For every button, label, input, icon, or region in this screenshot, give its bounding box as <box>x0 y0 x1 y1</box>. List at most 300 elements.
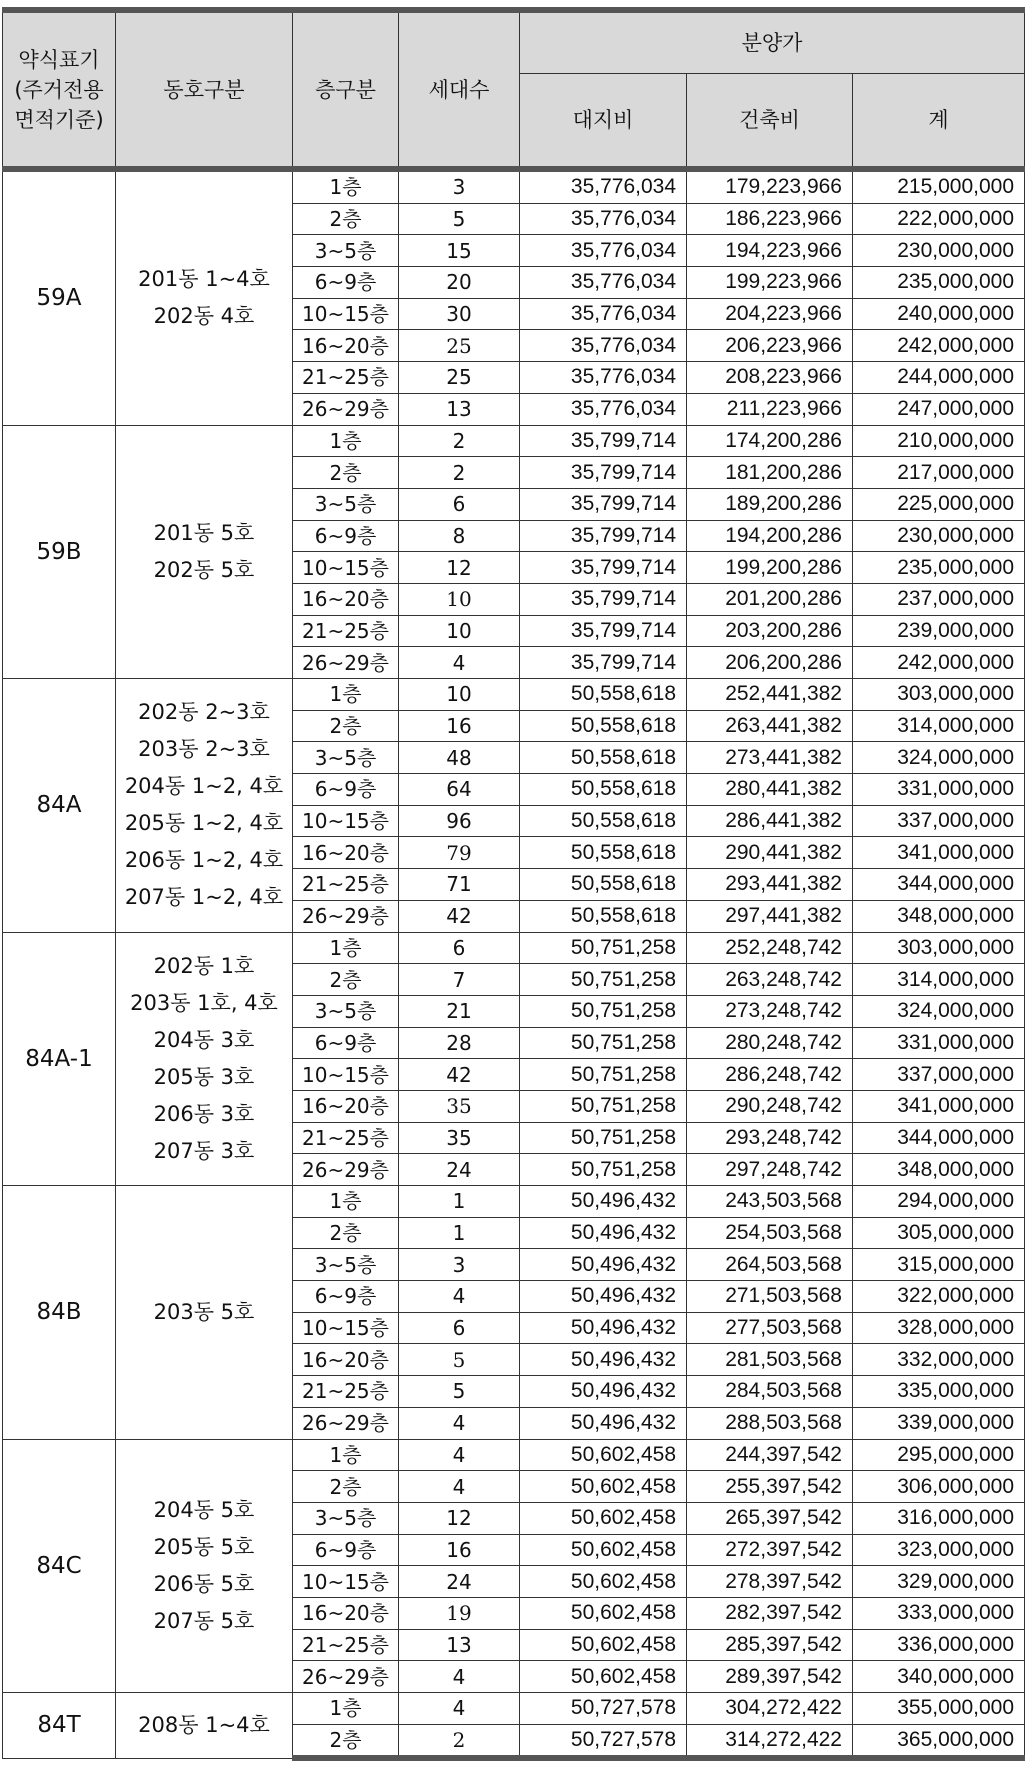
floor-cell: 16~20층 <box>293 583 399 615</box>
units-cell: 16 <box>399 710 520 742</box>
floor-cell: 26~29층 <box>293 1154 399 1186</box>
units-cell: 3 <box>399 169 520 203</box>
dong-line: 205동 3호 <box>153 1064 255 1089</box>
land-price-cell: 35,799,714 <box>520 425 687 457</box>
total-price-cell: 331,000,000 <box>853 1027 1025 1059</box>
land-price-cell: 35,799,714 <box>520 583 687 615</box>
dong-line: 207동 1~2, 4호 <box>124 885 284 910</box>
table-row <box>3 932 1025 964</box>
dong-line: 201동 5호 <box>153 520 255 545</box>
land-price-cell: 50,558,618 <box>520 742 687 774</box>
type-cell: 84A-1 <box>3 932 116 1186</box>
total-price-cell: 324,000,000 <box>853 995 1025 1027</box>
building-price-cell: 289,397,542 <box>687 1661 853 1693</box>
floor-cell: 3~5층 <box>293 1502 399 1534</box>
units-cell: 48 <box>399 742 520 774</box>
units-cell: 7 <box>399 964 520 996</box>
total-price-cell: 336,000,000 <box>853 1629 1025 1661</box>
land-price-cell: 35,799,714 <box>520 520 687 552</box>
land-header: 대지비 <box>520 74 687 170</box>
dong-cell <box>116 679 293 933</box>
units-cell: 2 <box>399 457 520 489</box>
building-price-cell: 282,397,542 <box>687 1597 853 1629</box>
building-price-cell: 304,272,422 <box>687 1693 853 1725</box>
floor-cell: 3~5층 <box>293 742 399 774</box>
units-cell: 2 <box>399 1724 520 1758</box>
total-price-cell: 315,000,000 <box>853 1249 1025 1281</box>
dong-cell <box>116 1693 293 1759</box>
building-price-cell: 194,223,966 <box>687 235 853 267</box>
total-price-cell: 322,000,000 <box>853 1281 1025 1313</box>
type-header-line3: 면적기준) <box>14 107 104 132</box>
type-cell: 84B <box>3 1186 116 1440</box>
floor-cell: 6~9층 <box>293 267 399 299</box>
land-price-cell: 35,776,034 <box>520 203 687 235</box>
units-cell: 20 <box>399 267 520 299</box>
land-price-cell: 50,496,432 <box>520 1407 687 1439</box>
units-cell: 4 <box>399 1407 520 1439</box>
floor-cell: 21~25층 <box>293 615 399 647</box>
units-cell: 12 <box>399 1502 520 1534</box>
dong-line: 203동 2~3호 <box>138 737 270 762</box>
building-price-cell: 297,248,742 <box>687 1154 853 1186</box>
table-row <box>3 1693 1025 1725</box>
total-price-cell: 332,000,000 <box>853 1344 1025 1376</box>
land-price-cell: 50,602,458 <box>520 1471 687 1503</box>
dong-header: 동호구분 <box>116 10 293 169</box>
units-cell: 35 <box>399 1122 520 1154</box>
units-cell: 42 <box>399 900 520 932</box>
total-price-cell: 294,000,000 <box>853 1186 1025 1218</box>
total-price-cell: 341,000,000 <box>853 1090 1025 1122</box>
floor-cell: 16~20층 <box>293 1597 399 1629</box>
building-price-cell: 199,223,966 <box>687 267 853 299</box>
units-cell: 3 <box>399 1249 520 1281</box>
units-cell: 2 <box>399 425 520 457</box>
land-price-cell: 50,602,458 <box>520 1566 687 1598</box>
floor-cell: 3~5층 <box>293 995 399 1027</box>
land-price-cell: 35,776,034 <box>520 330 687 362</box>
units-cell: 5 <box>399 1376 520 1408</box>
building-price-cell: 189,200,286 <box>687 488 853 520</box>
total-price-cell: 329,000,000 <box>853 1566 1025 1598</box>
total-price-cell: 242,000,000 <box>853 647 1025 679</box>
units-cell: 16 <box>399 1534 520 1566</box>
land-price-cell: 50,558,618 <box>520 837 687 869</box>
units-cell: 42 <box>399 1059 520 1091</box>
table-body <box>3 169 1025 1758</box>
building-price-cell: 263,441,382 <box>687 710 853 742</box>
land-price-cell: 35,799,714 <box>520 615 687 647</box>
building-price-cell: 297,441,382 <box>687 900 853 932</box>
floor-cell: 26~29층 <box>293 1407 399 1439</box>
building-price-cell: 288,503,568 <box>687 1407 853 1439</box>
total-price-cell: 235,000,000 <box>853 267 1025 299</box>
dong-line: 201동 1~4호 <box>138 267 270 292</box>
units-cell: 1 <box>399 1217 520 1249</box>
dong-cell <box>116 932 293 1186</box>
floor-cell: 10~15층 <box>293 552 399 584</box>
land-price-cell: 50,751,258 <box>520 1027 687 1059</box>
total-price-cell: 365,000,000 <box>853 1724 1025 1758</box>
land-price-cell: 50,496,432 <box>520 1344 687 1376</box>
total-price-cell: 339,000,000 <box>853 1407 1025 1439</box>
total-price-cell: 337,000,000 <box>853 1059 1025 1091</box>
units-cell: 25 <box>399 362 520 394</box>
units-cell: 13 <box>399 393 520 425</box>
land-price-cell: 50,602,458 <box>520 1439 687 1471</box>
building-price-cell: 273,248,742 <box>687 995 853 1027</box>
total-price-cell: 355,000,000 <box>853 1693 1025 1725</box>
units-cell: 10 <box>399 583 520 615</box>
total-price-cell: 306,000,000 <box>853 1471 1025 1503</box>
floor-cell: 6~9층 <box>293 520 399 552</box>
floor-cell: 2층 <box>293 1471 399 1503</box>
dong-cell <box>116 1439 293 1693</box>
land-price-cell: 50,496,432 <box>520 1281 687 1313</box>
building-price-cell: 206,223,966 <box>687 330 853 362</box>
land-price-cell: 50,496,432 <box>520 1217 687 1249</box>
land-price-cell: 35,776,034 <box>520 393 687 425</box>
units-cell: 35 <box>399 1090 520 1122</box>
building-price-cell: 201,200,286 <box>687 583 853 615</box>
dong-line: 203동 1호, 4호 <box>130 990 278 1015</box>
units-cell: 71 <box>399 869 520 901</box>
building-price-cell: 204,223,966 <box>687 298 853 330</box>
land-price-cell: 35,799,714 <box>520 457 687 489</box>
building-price-cell: 290,248,742 <box>687 1090 853 1122</box>
table-row <box>3 425 1025 457</box>
total-price-cell: 303,000,000 <box>853 932 1025 964</box>
floor-cell: 6~9층 <box>293 1281 399 1313</box>
land-price-cell: 50,727,578 <box>520 1693 687 1725</box>
building-price-cell: 285,397,542 <box>687 1629 853 1661</box>
dong-cell <box>116 425 293 679</box>
floor-cell: 16~20층 <box>293 1090 399 1122</box>
type-header-line2: (주거전용 <box>14 77 104 102</box>
type-cell: 84A <box>3 679 116 933</box>
floor-cell: 26~29층 <box>293 900 399 932</box>
land-price-cell: 35,776,034 <box>520 267 687 299</box>
total-price-cell: 230,000,000 <box>853 235 1025 267</box>
total-price-cell: 240,000,000 <box>853 298 1025 330</box>
price-table <box>2 7 1025 1761</box>
type-cell: 84T <box>3 1693 116 1759</box>
units-cell: 4 <box>399 1281 520 1313</box>
land-price-cell: 50,496,432 <box>520 1376 687 1408</box>
units-cell: 5 <box>399 1344 520 1376</box>
total-price-cell: 335,000,000 <box>853 1376 1025 1408</box>
building-price-cell: 293,441,382 <box>687 869 853 901</box>
land-price-cell: 50,602,458 <box>520 1502 687 1534</box>
building-price-cell: 186,223,966 <box>687 203 853 235</box>
floor-cell: 10~15층 <box>293 1566 399 1598</box>
floor-cell: 6~9층 <box>293 1534 399 1566</box>
land-price-cell: 50,558,618 <box>520 900 687 932</box>
land-price-cell: 50,751,258 <box>520 1154 687 1186</box>
building-price-cell: 181,200,286 <box>687 457 853 489</box>
floor-cell: 3~5층 <box>293 1249 399 1281</box>
building-price-cell: 280,248,742 <box>687 1027 853 1059</box>
floor-cell: 21~25층 <box>293 362 399 394</box>
land-price-cell: 50,751,258 <box>520 932 687 964</box>
floor-cell: 16~20층 <box>293 1344 399 1376</box>
floor-cell: 21~25층 <box>293 869 399 901</box>
land-price-cell: 50,751,258 <box>520 1090 687 1122</box>
building-price-cell: 280,441,382 <box>687 774 853 806</box>
dong-line: 204동 5호 <box>153 1497 255 1522</box>
floor-cell: 1층 <box>293 1693 399 1725</box>
total-price-cell: 328,000,000 <box>853 1312 1025 1344</box>
units-cell: 8 <box>399 520 520 552</box>
dong-line: 206동 5호 <box>153 1571 255 1596</box>
building-price-cell: 314,272,422 <box>687 1724 853 1758</box>
floor-cell: 6~9층 <box>293 774 399 806</box>
floor-cell: 2층 <box>293 203 399 235</box>
floor-cell: 2층 <box>293 1724 399 1758</box>
units-header: 세대수 <box>399 10 520 169</box>
building-price-cell: 194,200,286 <box>687 520 853 552</box>
dong-line: 204동 1~2, 4호 <box>124 774 284 799</box>
floor-cell: 26~29층 <box>293 647 399 679</box>
type-cell: 59B <box>3 425 116 679</box>
dong-line: 202동 2~3호 <box>138 700 270 725</box>
dong-line: 207동 5호 <box>153 1608 255 1633</box>
units-cell: 28 <box>399 1027 520 1059</box>
land-price-cell: 35,776,034 <box>520 298 687 330</box>
building-header: 건축비 <box>687 74 853 170</box>
land-price-cell: 35,776,034 <box>520 362 687 394</box>
building-price-cell: 281,503,568 <box>687 1344 853 1376</box>
total-price-cell: 237,000,000 <box>853 583 1025 615</box>
units-cell: 10 <box>399 679 520 711</box>
floor-cell: 1층 <box>293 169 399 203</box>
table-header <box>3 10 1025 169</box>
floor-cell: 3~5층 <box>293 488 399 520</box>
total-price-cell: 348,000,000 <box>853 1154 1025 1186</box>
total-header: 계 <box>853 74 1025 170</box>
floor-cell: 2층 <box>293 964 399 996</box>
units-cell: 1 <box>399 1186 520 1218</box>
table-row <box>3 679 1025 711</box>
units-cell: 6 <box>399 932 520 964</box>
floor-header: 층구분 <box>293 10 399 169</box>
building-price-cell: 174,200,286 <box>687 425 853 457</box>
building-price-cell: 243,503,568 <box>687 1186 853 1218</box>
building-price-cell: 284,503,568 <box>687 1376 853 1408</box>
total-price-cell: 247,000,000 <box>853 393 1025 425</box>
total-price-cell: 305,000,000 <box>853 1217 1025 1249</box>
units-cell: 64 <box>399 774 520 806</box>
floor-cell: 2층 <box>293 457 399 489</box>
total-price-cell: 331,000,000 <box>853 774 1025 806</box>
building-price-cell: 265,397,542 <box>687 1502 853 1534</box>
units-cell: 25 <box>399 330 520 362</box>
building-price-cell: 290,441,382 <box>687 837 853 869</box>
floor-cell: 16~20층 <box>293 837 399 869</box>
land-price-cell: 35,799,714 <box>520 647 687 679</box>
floor-cell: 10~15층 <box>293 1059 399 1091</box>
total-price-cell: 340,000,000 <box>853 1661 1025 1693</box>
price-header: 분양가 <box>520 10 1025 74</box>
floor-cell: 21~25층 <box>293 1122 399 1154</box>
land-price-cell: 50,496,432 <box>520 1249 687 1281</box>
units-cell: 79 <box>399 837 520 869</box>
dong-line: 205동 5호 <box>153 1534 255 1559</box>
land-price-cell: 50,558,618 <box>520 710 687 742</box>
building-price-cell: 254,503,568 <box>687 1217 853 1249</box>
floor-cell: 3~5층 <box>293 235 399 267</box>
units-cell: 96 <box>399 805 520 837</box>
units-cell: 4 <box>399 1661 520 1693</box>
units-cell: 4 <box>399 1471 520 1503</box>
units-cell: 12 <box>399 552 520 584</box>
total-price-cell: 348,000,000 <box>853 900 1025 932</box>
land-price-cell: 35,799,714 <box>520 488 687 520</box>
land-price-cell: 35,799,714 <box>520 552 687 584</box>
total-price-cell: 323,000,000 <box>853 1534 1025 1566</box>
floor-cell: 10~15층 <box>293 805 399 837</box>
units-cell: 24 <box>399 1566 520 1598</box>
building-price-cell: 272,397,542 <box>687 1534 853 1566</box>
land-price-cell: 50,496,432 <box>520 1186 687 1218</box>
total-price-cell: 341,000,000 <box>853 837 1025 869</box>
dong-line: 208동 1~4호 <box>138 1712 270 1737</box>
floor-cell: 16~20층 <box>293 330 399 362</box>
total-price-cell: 215,000,000 <box>853 169 1025 203</box>
floor-cell: 1층 <box>293 679 399 711</box>
building-price-cell: 263,248,742 <box>687 964 853 996</box>
land-price-cell: 50,751,258 <box>520 1059 687 1091</box>
building-price-cell: 286,441,382 <box>687 805 853 837</box>
total-price-cell: 217,000,000 <box>853 457 1025 489</box>
building-price-cell: 264,503,568 <box>687 1249 853 1281</box>
building-price-cell: 252,248,742 <box>687 932 853 964</box>
total-price-cell: 242,000,000 <box>853 330 1025 362</box>
building-price-cell: 203,200,286 <box>687 615 853 647</box>
units-cell: 5 <box>399 203 520 235</box>
floor-cell: 10~15층 <box>293 298 399 330</box>
units-cell: 15 <box>399 235 520 267</box>
floor-cell: 2층 <box>293 710 399 742</box>
total-price-cell: 333,000,000 <box>853 1597 1025 1629</box>
dong-line: 205동 1~2, 4호 <box>124 811 284 836</box>
land-price-cell: 50,558,618 <box>520 774 687 806</box>
total-price-cell: 303,000,000 <box>853 679 1025 711</box>
type-cell: 84C <box>3 1439 116 1693</box>
land-price-cell: 50,558,618 <box>520 805 687 837</box>
land-price-cell: 35,776,034 <box>520 169 687 203</box>
floor-cell: 26~29층 <box>293 1661 399 1693</box>
units-cell: 4 <box>399 1693 520 1725</box>
building-price-cell: 244,397,542 <box>687 1439 853 1471</box>
floor-cell: 1층 <box>293 932 399 964</box>
building-price-cell: 277,503,568 <box>687 1312 853 1344</box>
land-price-cell: 50,751,258 <box>520 964 687 996</box>
floor-cell: 1층 <box>293 425 399 457</box>
dong-cell <box>116 1186 293 1440</box>
building-price-cell: 273,441,382 <box>687 742 853 774</box>
units-cell: 10 <box>399 615 520 647</box>
dong-line: 206동 3호 <box>153 1101 255 1126</box>
units-cell: 6 <box>399 1312 520 1344</box>
units-cell: 24 <box>399 1154 520 1186</box>
floor-cell: 2층 <box>293 1217 399 1249</box>
dong-line: 202동 1호 <box>153 953 255 978</box>
land-price-cell: 35,776,034 <box>520 235 687 267</box>
units-cell: 4 <box>399 647 520 679</box>
floor-cell: 26~29층 <box>293 393 399 425</box>
total-price-cell: 222,000,000 <box>853 203 1025 235</box>
building-price-cell: 271,503,568 <box>687 1281 853 1313</box>
total-price-cell: 314,000,000 <box>853 710 1025 742</box>
dong-line: 202동 5호 <box>153 557 255 582</box>
units-cell: 30 <box>399 298 520 330</box>
land-price-cell: 50,496,432 <box>520 1312 687 1344</box>
building-price-cell: 286,248,742 <box>687 1059 853 1091</box>
total-price-cell: 235,000,000 <box>853 552 1025 584</box>
floor-cell: 21~25층 <box>293 1376 399 1408</box>
land-price-cell: 50,558,618 <box>520 679 687 711</box>
dong-line: 204동 3호 <box>153 1027 255 1052</box>
building-price-cell: 206,200,286 <box>687 647 853 679</box>
total-price-cell: 225,000,000 <box>853 488 1025 520</box>
units-cell: 19 <box>399 1597 520 1629</box>
building-price-cell: 293,248,742 <box>687 1122 853 1154</box>
total-price-cell: 210,000,000 <box>853 425 1025 457</box>
land-price-cell: 50,727,578 <box>520 1724 687 1758</box>
dong-line: 202동 4호 <box>153 304 255 329</box>
total-price-cell: 316,000,000 <box>853 1502 1025 1534</box>
total-price-cell: 230,000,000 <box>853 520 1025 552</box>
table-row <box>3 1186 1025 1218</box>
building-price-cell: 211,223,966 <box>687 393 853 425</box>
total-price-cell: 244,000,000 <box>853 362 1025 394</box>
floor-cell: 1층 <box>293 1186 399 1218</box>
total-price-cell: 324,000,000 <box>853 742 1025 774</box>
land-price-cell: 50,558,618 <box>520 869 687 901</box>
type-cell: 59A <box>3 169 116 425</box>
total-price-cell: 295,000,000 <box>853 1439 1025 1471</box>
dong-line: 206동 1~2, 4호 <box>124 848 284 873</box>
building-price-cell: 199,200,286 <box>687 552 853 584</box>
total-price-cell: 239,000,000 <box>853 615 1025 647</box>
land-price-cell: 50,751,258 <box>520 1122 687 1154</box>
building-price-cell: 252,441,382 <box>687 679 853 711</box>
land-price-cell: 50,751,258 <box>520 995 687 1027</box>
dong-cell <box>116 169 293 425</box>
type-header-line1: 약식표기 <box>18 47 100 72</box>
total-price-cell: 344,000,000 <box>853 1122 1025 1154</box>
total-price-cell: 314,000,000 <box>853 964 1025 996</box>
floor-cell: 1층 <box>293 1439 399 1471</box>
land-price-cell: 50,602,458 <box>520 1597 687 1629</box>
dong-line: 207동 3호 <box>153 1138 255 1163</box>
building-price-cell: 255,397,542 <box>687 1471 853 1503</box>
table-row <box>3 169 1025 203</box>
total-price-cell: 344,000,000 <box>853 869 1025 901</box>
land-price-cell: 50,602,458 <box>520 1534 687 1566</box>
building-price-cell: 179,223,966 <box>687 169 853 203</box>
building-price-cell: 208,223,966 <box>687 362 853 394</box>
units-cell: 4 <box>399 1439 520 1471</box>
dong-line: 203동 5호 <box>153 1299 255 1324</box>
land-price-cell: 50,602,458 <box>520 1661 687 1693</box>
floor-cell: 10~15층 <box>293 1312 399 1344</box>
units-cell: 21 <box>399 995 520 1027</box>
floor-cell: 21~25층 <box>293 1629 399 1661</box>
total-price-cell: 337,000,000 <box>853 805 1025 837</box>
